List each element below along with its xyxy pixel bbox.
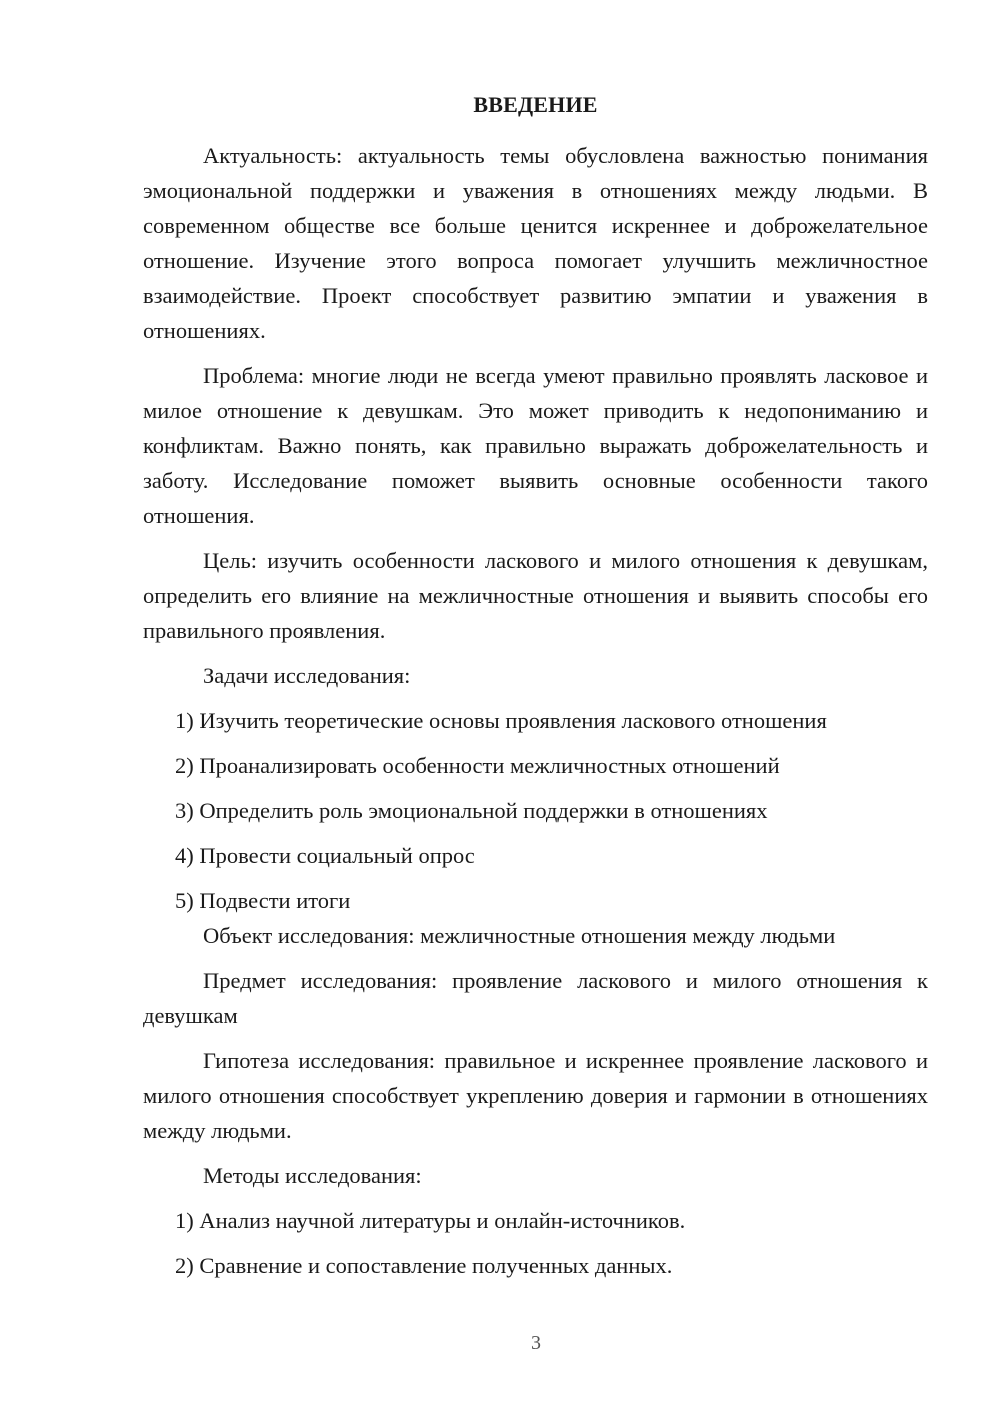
- section-title: ВВЕДЕНИЕ: [473, 92, 598, 117]
- object-paragraph: Объект исследования: межличностные отношения между людьми: [203, 923, 836, 948]
- task-item: 2) Проанализировать особенности межличностных отношений: [175, 753, 780, 778]
- methods-list: [143, 1203, 928, 1283]
- task-item: 5) Подвести итоги: [175, 888, 351, 913]
- problem-paragraph: Проблема: многие люди не всегда умеют правильно проявлять ласковое и милое отношение к девушкам. Это может приводить к недопониманию и конфликтам. Важно понять, как правильно выражать доброжелательность и заботу. Исследование поможет выявить основные особенности такого отношения.: [143, 363, 928, 528]
- relevance-paragraph: Актуальность: актуальность темы обусловлена важностью понимания эмоциональной поддержки и уважения в отношениях между людьми. В современном обществе все больше ценится искреннее и доброжелательное отношение. Изучение этого вопроса помогает улучшить межличностное взаимодействие. Проект способствует развитию эмпатии и уважения в отношениях.: [143, 143, 928, 343]
- methods-heading: Методы исследования:: [203, 1163, 422, 1188]
- hypothesis-paragraph: Гипотеза исследования: правильное и искреннее проявление ласкового и милого отношения способствует укреплению доверия и гармонии в отношениях между людьми.: [143, 1048, 928, 1143]
- task-item: 4) Провести социальный опрос: [175, 843, 475, 868]
- tasks-list: [143, 703, 928, 918]
- task-item: 1) Изучить теоретические основы проявления ласкового отношения: [175, 708, 827, 733]
- document-page: [143, 92, 928, 1283]
- tasks-heading: Задачи исследования:: [203, 663, 411, 688]
- method-item: 1) Анализ научной литературы и онлайн-источников.: [175, 1208, 686, 1233]
- goal-paragraph: Цель: изучить особенности ласкового и милого отношения к девушкам, определить его влияние на межличностные отношения и выявить способы его правильного проявления.: [143, 548, 928, 643]
- subject-paragraph: Предмет исследования: проявление ласкового и милого отношения к девушкам: [143, 968, 928, 1028]
- method-item: 2) Сравнение и сопоставление полученных данных.: [175, 1253, 673, 1278]
- page-number: 3: [531, 1332, 541, 1354]
- task-item: 3) Определить роль эмоциональной поддержки в отношениях: [175, 798, 768, 823]
